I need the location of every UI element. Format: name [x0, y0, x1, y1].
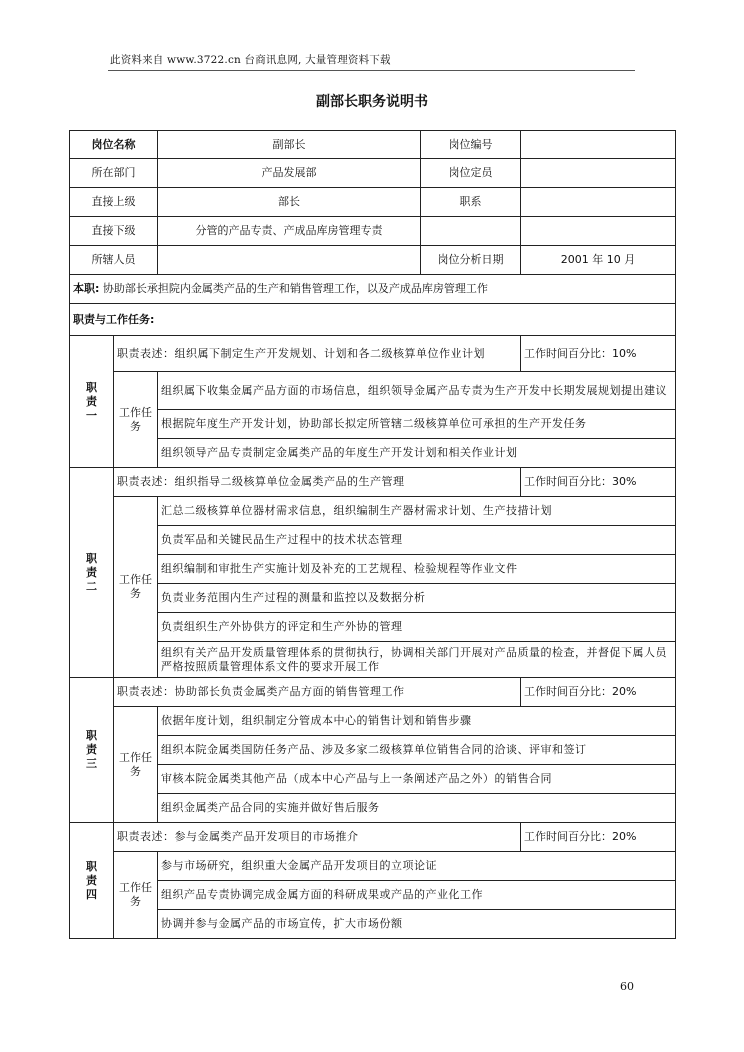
- duty-2-head: 职 责 二: [70, 468, 114, 678]
- duty-4-task-2: 组织产品专责协调完成金属方面的科研成果或产品的产业化工作: [158, 881, 676, 910]
- department-label: 所在部门: [70, 159, 158, 188]
- job-description-table: [69, 130, 676, 939]
- duty-3-task-3: 审核本院金属类其他产品（成本中心产品与上一条阐述产品之外）的销售合同: [158, 765, 676, 794]
- relations-value: [521, 188, 676, 217]
- analysis-date-label: 岗位分析日期: [421, 246, 521, 275]
- duty-3-work-tasks-label: 工作任务: [114, 707, 158, 823]
- duty-3-statement: 职责表述：协助部长负责金属类产品方面的销售管理工作: [114, 678, 521, 707]
- subordinate-empty-cell: [421, 217, 521, 246]
- duty-1-task-3: 组织领导产品专责制定金属类产品的年度生产开发计划和相关作业计划: [158, 439, 676, 468]
- duty-4-task-3: 协调并参与金属产品的市场宣传，扩大市场份额: [158, 910, 676, 939]
- position-name-label: 岗位名称: [70, 131, 158, 159]
- superior-label: 直接上级: [70, 188, 158, 217]
- duty-1-statement: 职责表述：组织属下制定生产开发规划、计划和各二级核算单位作业计划: [114, 336, 521, 372]
- duty-4-work-tasks-label: 工作任务: [114, 852, 158, 939]
- position-name-value: 副部长: [158, 131, 421, 159]
- duty-4-time: 工作时间百分比：20%: [521, 823, 676, 852]
- duty-2-task-3: 组织编制和审批生产实施计划及补充的工艺规程、检验规程等作业文件: [158, 555, 676, 584]
- page-number: 60: [620, 980, 634, 993]
- core-duty-text: 协助部长承担院内金属类产品的生产和销售管理工作，以及产成品库房管理工作: [102, 282, 488, 295]
- subordinate-empty-cell-2: [521, 217, 676, 246]
- duty-4-head: 职 责 四: [70, 823, 114, 939]
- duty-3-head: 职 责 三: [70, 678, 114, 823]
- duty-1-time: 工作时间百分比：10%: [521, 336, 676, 372]
- subordinate-label: 直接下级: [70, 217, 158, 246]
- duty-3-task-2: 组织本院金属类国防任务产品、涉及多家二级核算单位销售合同的洽谈、评审和签订: [158, 736, 676, 765]
- department-value: 产品发展部: [158, 159, 421, 188]
- staff-label: 所辖人员: [70, 246, 158, 275]
- duty-2-statement: 职责表述：组织指导二级核算单位金属类产品的生产管理: [114, 468, 521, 497]
- duty-3-task-1: 依据年度计划，组织制定分管成本中心的销售计划和销售步骤: [158, 707, 676, 736]
- duty-3-time: 工作时间百分比：20%: [521, 678, 676, 707]
- duty-2-task-2: 负责军品和关键民品生产过程中的技术状态管理: [158, 526, 676, 555]
- headcount-label: 岗位定员: [421, 159, 521, 188]
- core-duty-label: 本职:: [73, 282, 100, 295]
- duty-2-work-tasks-label: 工作任务: [114, 497, 158, 678]
- position-no-label: 岗位编号: [421, 131, 521, 159]
- document-title: 副部长职务说明书: [316, 94, 428, 110]
- duty-1-task-1: 组织属下收集金属产品方面的市场信息，组织领导金属产品专责为生产开发中长期发展规划提出建议: [158, 372, 676, 410]
- relations-label: 职系: [421, 188, 521, 217]
- staff-value: [158, 246, 421, 275]
- duty-2-task-4: 负责业务范围内生产过程的测量和监控以及数据分析: [158, 584, 676, 613]
- duty-4-statement: 职责表述：参与金属类产品开发项目的市场推介: [114, 823, 521, 852]
- duty-2-task-5: 负责组织生产外协供方的评定和生产外协的管理: [158, 613, 676, 642]
- duty-1-task-2: 根据院年度生产开发计划，协助部长拟定所管辖二级核算单位可承担的生产开发任务: [158, 410, 676, 439]
- position-no-value: [521, 131, 676, 159]
- source-header: 此资料来自 www.3722.cn 台商讯息网, 大量管理资料下载: [110, 54, 391, 66]
- analysis-date-value: 2001 年 10 月: [521, 246, 676, 275]
- duty-3-task-4: 组织金属类产品合同的实施并做好售后服务: [158, 794, 676, 823]
- duty-2-task-1: 汇总二级核算单位器材需求信息，组织编制生产器材需求计划、生产技措计划: [158, 497, 676, 526]
- duties-section-title: 职责与工作任务:: [70, 304, 676, 336]
- headcount-value: [521, 159, 676, 188]
- core-duty-row: [70, 275, 676, 304]
- header-rule: [108, 70, 635, 71]
- superior-value: 部长: [158, 188, 421, 217]
- subordinate-value: 分管的产品专责、产成品库房管理专责: [158, 217, 421, 246]
- duty-2-task-6: 组织有关产品开发质量管理体系的贯彻执行，协调相关部门开展对产品质量的检查，并督促下属人员严格按照质量管理体系文件的要求开展工作: [158, 642, 676, 678]
- duty-4-task-1: 参与市场研究，组织重大金属产品开发项目的立项论证: [158, 852, 676, 881]
- duty-1-work-tasks-label: 工作任务: [114, 372, 158, 468]
- duty-1-head: 职 责 一: [70, 336, 114, 468]
- duty-2-time: 工作时间百分比：30%: [521, 468, 676, 497]
